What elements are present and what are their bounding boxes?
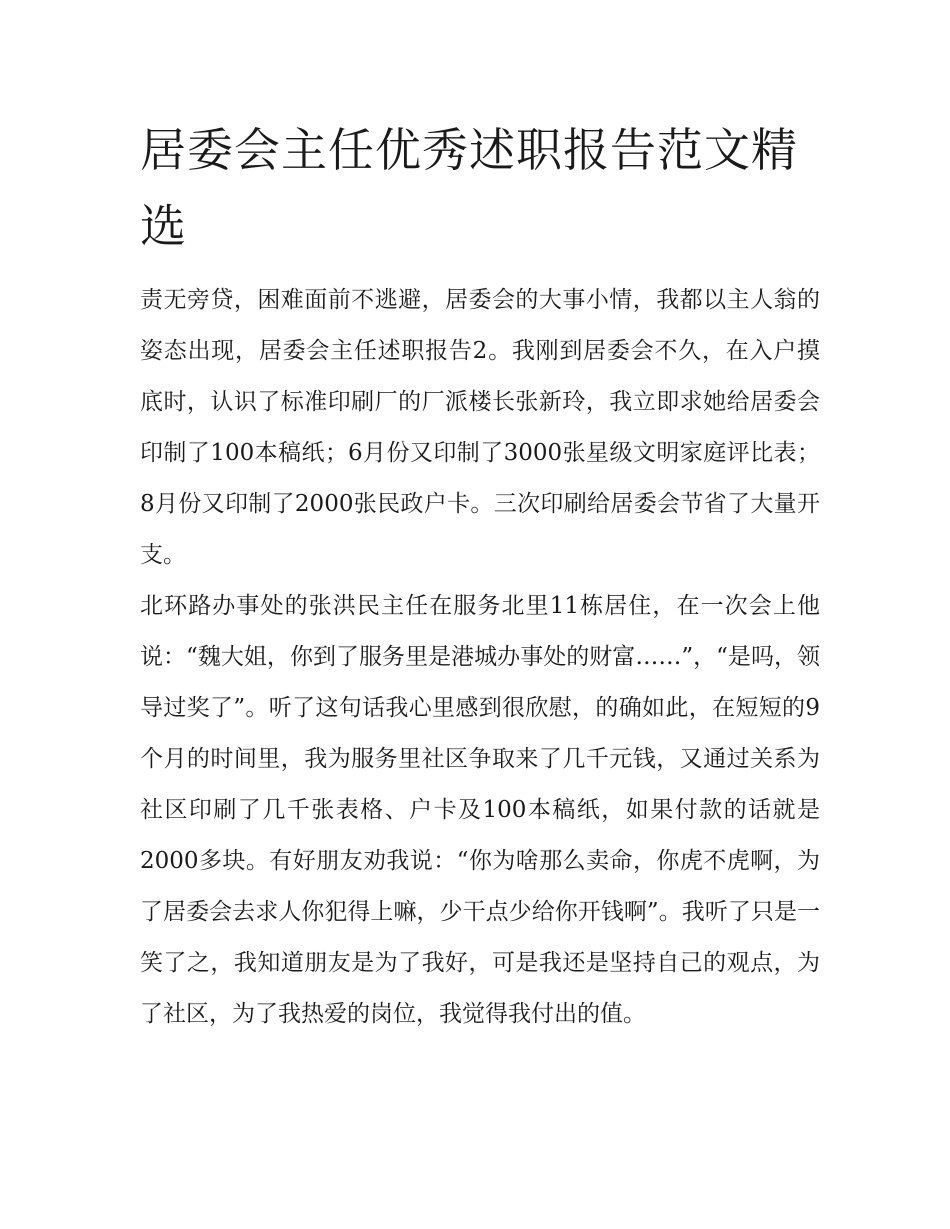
document-title: 居委会主任优秀述职报告范文精选 xyxy=(140,123,798,253)
paragraph-1: 责无旁贷，困难面前不逃避，居委会的大事小情，我都以主人翁的姿态出现，居委会主任述职报告2。我刚到居委会不久，在入户摸底时，认识了标准印刷厂的厂派楼长张新玲，我立即求她给居委会印制了100本稿纸；6月份又印制了3000张星级文明家庭评比表；8月份又印制了2000张民政户卡。三次印刷给居委会节省了大量开支。 xyxy=(140,287,820,568)
document-body xyxy=(140,275,820,1040)
paragraph-2: 北环路办事处的张洪民主任在服务北里11栋居住，在一次会上他说：“魏大姐，你到了服务里是港城办事处的财富……”，“是吗，领导过奖了”。听了这句话我心里感到很欣慰，的确如此，在短短的9个月的时间里，我为服务里社区争取来了几千元钱，又通过关系为社区印刷了几千张表格、户卡及100本稿纸，如果付款的话就是2000多块。有好朋友劝我说：“你为啥那么卖命，你虎不虎啊，为了居委会去求人你犯得上嘛，少干点少给你开钱啊”。我听了只是一笑了之，我知道朋友是为了我好，可是我还是坚持自己的观点，为了社区，为了我热爱的岗位，我觉得我付出的值。 xyxy=(140,593,820,1027)
